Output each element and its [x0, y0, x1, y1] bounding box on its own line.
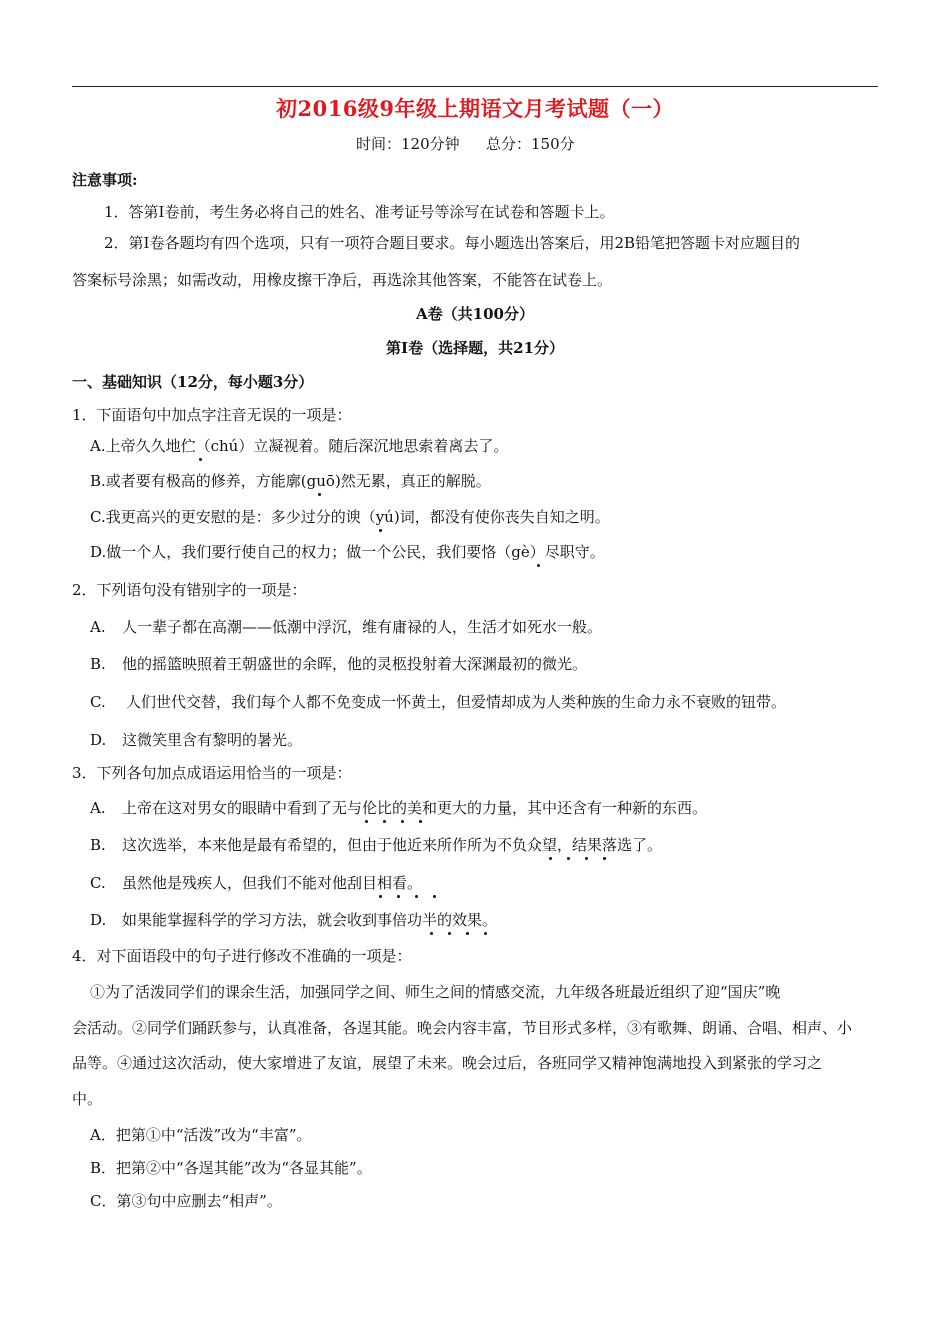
q4-option-c: C．第③句中应删去“相声”。	[90, 1192, 282, 1210]
emphasis-dot	[585, 857, 588, 860]
emphasis-dot	[401, 820, 404, 823]
emphasis-dot	[537, 564, 540, 567]
emphasis-dot	[383, 820, 386, 823]
q2-option-c-text: 人们世代交替，我们每个人都不免变成一怀黄土，但爱情却成为人类种族的生命力永不衰败的钮带。	[126, 693, 787, 711]
q3-option-c-label: C.	[90, 874, 106, 892]
emphasis-dot	[365, 820, 368, 823]
q4-passage-line-1: ①为了活泼同学们的课余生活，加强同学之间、师生之间的情感交流，九年级各班最近组织了迎“国庆”晚	[90, 983, 781, 1001]
q1-option-a: A.上帝久久地伫（chú）立凝视着。随后深沉地思索着离去了。	[90, 437, 509, 455]
q1-option-c: C.我更高兴的更安慰的是：多少过分的谀（yú)词，都没有使你丧失自知之明。	[90, 508, 610, 526]
emphasis-dot	[448, 932, 451, 935]
emphasis-dot	[549, 857, 552, 860]
emphasis-dot	[433, 895, 436, 898]
q1-stem: 1．下面语句中加点字注音无误的一项是：	[72, 406, 352, 424]
notice-item-1: 1．答第Ⅰ卷前，考生务必将自己的姓名、准考证号等涂写在试卷和答题卡上。	[104, 203, 615, 221]
q4-passage-line-3: 品等。④通过这次活动，使大家增进了友谊，展望了未来。晚会过后，各班同学又精神饱满地投入到紧张的学习之	[72, 1054, 823, 1072]
header-rule	[72, 86, 878, 87]
q3-option-d-label: D.	[90, 911, 107, 929]
emphasis-dot	[379, 895, 382, 898]
q4-passage-line-4: 中。	[72, 1090, 103, 1108]
section-part-1: 第Ⅰ卷（选择题，共21分）	[386, 339, 564, 357]
emphasis-dot	[567, 857, 570, 860]
emphasis-dot	[415, 895, 418, 898]
q2-option-c-label: C.	[90, 693, 106, 711]
q4-option-b: B．把第②中“各逞其能”改为“各显其能”。	[90, 1159, 372, 1177]
emphasis-dot	[397, 895, 400, 898]
q4-stem: 4．对下面语段中的句子进行修改不准确的一项是：	[72, 947, 412, 965]
q2-option-a-label: A.	[90, 618, 106, 636]
q2-option-b-text: 他的摇篮映照着王朝盛世的余晖，他的灵柩投射着大深渊最初的微光。	[122, 655, 588, 673]
q4-passage-line-2: 会活动。②同学们踊跃参与，认真准备，各逞其能。晚会内容丰富，节目形式多样，③有歌舞、朗诵、合唱、相声、小	[72, 1019, 853, 1037]
q2-option-d-text: 这微笑里含有黎明的暑光。	[122, 731, 303, 749]
exam-title: 初2016级9年级上期语文月考试题（一）	[275, 96, 675, 121]
emphasis-dot	[199, 458, 202, 461]
section-part-a: A卷（共100分）	[416, 305, 534, 323]
q2-option-b-label: B.	[90, 655, 106, 673]
q2-stem: 2．下列语句没有错别字的一项是：	[72, 581, 307, 599]
q1-option-b: B.或者要有极高的修养，方能廓(guō)然无累，真正的解脱。	[90, 472, 491, 490]
emphasis-dot	[379, 529, 382, 532]
emphasis-dot	[430, 932, 433, 935]
q3-option-a-label: A.	[90, 799, 106, 817]
exam-score: 总分：150分	[486, 135, 575, 153]
emphasis-dot	[484, 932, 487, 935]
q3-stem: 3．下列各句加点成语运用恰当的一项是：	[72, 764, 352, 782]
q1-option-d: D.做一个人，我们要行使自己的权力；做一个公民，我们要恪（gè）尽职守。	[90, 543, 605, 561]
notice-item-2-cont: 答案标号涂黑；如需改动，用橡皮擦干净后，再选涂其他答案，不能答在试卷上。	[72, 271, 613, 289]
q2-option-d-label: D.	[90, 731, 107, 749]
q2-option-a-text: 人一辈子都在高潮——低潮中浮沉，维有庸禄的人，生活才如死水一般。	[122, 618, 603, 636]
q3-option-d-text: 如果能掌握科学的学习方法，就会收到事倍功半的效果。	[122, 911, 498, 929]
q4-option-a: A．把第①中“活泼”改为“丰富”。	[90, 1126, 312, 1144]
notice-item-2: 2．第Ⅰ卷各题均有四个选项，只有一项符合题目要求。每小题选出答案后，用2B铅笔把答题卡对应题目的	[104, 234, 801, 252]
q3-option-a-text: 上帝在这对男女的眼睛中看到了无与伦比的美和更大的力量，其中还含有一种新的东西。	[122, 799, 708, 817]
q3-option-c-text: 虽然他是残疾人，但我们不能对他刮目相看。	[122, 874, 423, 892]
emphasis-dot	[603, 857, 606, 860]
q3-option-b-label: B.	[90, 836, 106, 854]
exam-time: 时间：120分钟	[356, 135, 460, 153]
q3-option-b-text: 这次选举，本来他是最有希望的，但由于他近来所作所为不负众望，结果落选了。	[122, 836, 663, 854]
emphasis-dot	[318, 493, 321, 496]
emphasis-dot	[419, 820, 422, 823]
emphasis-dot	[466, 932, 469, 935]
notice-heading: 注意事项:	[72, 171, 138, 189]
section-basic: 一、基础知识（12分，每小题3分）	[72, 373, 314, 391]
